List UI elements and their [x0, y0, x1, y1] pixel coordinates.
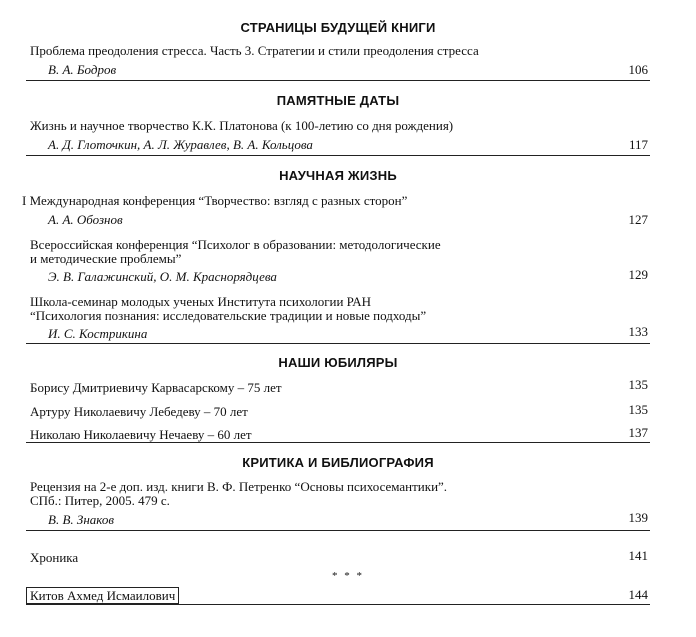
entry-title: Артуру Николаевичу Лебедеву – 70 лет	[30, 404, 248, 419]
section-heading-memorable-dates: ПАМЯТНЫЕ ДАТЫ	[276, 93, 400, 108]
section-heading-scientific-life: НАУЧНАЯ ЖИЗНЬ	[279, 168, 397, 183]
entry-authors: В. В. Знаков	[48, 512, 114, 527]
entry-page-number: 133	[628, 324, 648, 339]
obituary-page-number: 144	[628, 587, 648, 602]
entry-title: Борису Дмитриевичу Карвасарскому – 75 лет	[30, 380, 282, 395]
entry-page-number: 135	[628, 377, 648, 392]
entry-title: Всероссийская конференция “Психолог в образовании: методологические	[30, 237, 441, 252]
divider	[26, 604, 650, 605]
entry-page-number: 137	[628, 425, 648, 440]
entry-page-number: 106	[628, 62, 648, 77]
entry-title-continued: и методические проблемы”	[30, 251, 182, 266]
entry-title: Проблема преодоления стресса. Часть 3. Стратегии и стили преодоления стресса	[30, 43, 479, 58]
entry-title-continued: СПб.: Питер, 2005. 479 с.	[30, 493, 170, 508]
entry-authors: А. Д. Глоточкин, А. Л. Журавлев, В. А. Кольцова	[48, 137, 313, 152]
entry-title-continued: “Психология познания: исследовательские традиции и новые подходы”	[30, 308, 427, 323]
separator-asterisks: * * *	[332, 570, 364, 582]
chronicle-title: Хроника	[30, 550, 79, 565]
entry-title: Жизнь и научное творчество К.К. Платонова (к 100-летию со дня рождения)	[30, 118, 454, 133]
entry-title: Школа-семинар молодых ученых Института психологии РАН	[30, 294, 372, 309]
entry-page-number: 127	[628, 212, 648, 227]
entry-title: Николаю Николаевичу Нечаеву – 60 лет	[30, 427, 252, 442]
divider	[26, 442, 650, 443]
section-heading-criticism: КРИТИКА И БИБЛИОГРАФИЯ	[242, 455, 434, 470]
divider	[26, 343, 650, 344]
entry-title: I Международная конференция “Творчество: взгляд с разных сторон”	[22, 193, 408, 208]
entry-page-number: 139	[628, 510, 648, 525]
entry-authors: И. С. Кострикина	[48, 326, 148, 341]
entry-authors: А. А. Обознов	[48, 212, 123, 227]
section-heading-our-jubilees: НАШИ ЮБИЛЯРЫ	[278, 355, 398, 370]
entry-page-number: 135	[628, 402, 648, 417]
entry-authors: Э. В. Галажинский, О. М. Краснорядцева	[48, 269, 277, 284]
divider	[26, 155, 650, 156]
entry-page-number: 129	[628, 267, 648, 282]
chronicle-page-number: 141	[628, 548, 648, 563]
entry-title: Рецензия на 2-е доп. изд. книги В. Ф. Петренко “Основы психосемантики”.	[30, 479, 448, 494]
divider	[26, 80, 650, 81]
divider	[26, 530, 650, 531]
entry-page-number: 117	[628, 137, 648, 152]
obituary-title: Китов Ахмед Исмаилович	[26, 587, 179, 604]
section-heading-future-book: СТРАНИЦЫ БУДУЩЕЙ КНИГИ	[240, 20, 436, 35]
entry-authors: В. А. Бодров	[48, 62, 117, 77]
